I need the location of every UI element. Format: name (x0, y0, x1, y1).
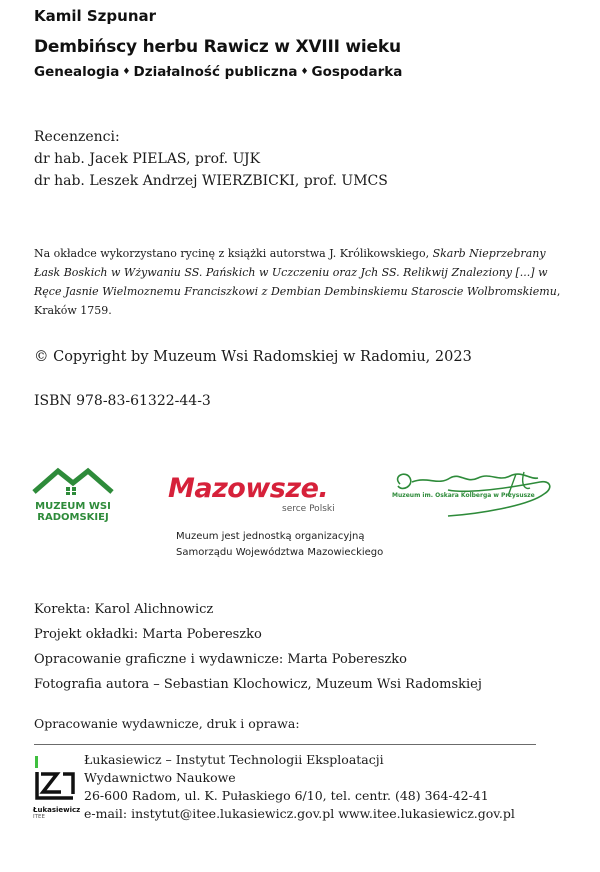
subtitle-part: Genealogia (34, 64, 120, 80)
credit-line: Projekt okładki: Marta Pobereszko (34, 627, 262, 642)
printer-line: Łukasiewicz – Instytut Technologii Eksploatacji (84, 752, 384, 767)
credit-line: Korekta: Karol Alichnowicz (34, 602, 214, 617)
mazowsze-logo (168, 474, 344, 514)
kolberg-logo-caption: Muzeum im. Oskara Kolberga w Przysusze (392, 492, 535, 499)
cover-illustration-note: Na okładce wykorzystano rycinę z książki autorstwa J. Królikowskiego, Skarb Nieprzebrany Łask Boskich w Wżywaniu SS. Pańskich w Uczczeniu oraz Jch SS. Relikwij Znaleziony [...] w Ręce Jasnie Wielmoznemu Franciszkowi z Dembian Dembinskiemu Staroscie Wolbromskiemu, Kraków 1759. (34, 247, 561, 317)
museum-organization-note: Muzeum jest jednostką organizacyjną Samorządu Województwa Mazowieckiego (176, 531, 384, 558)
author-name: Kamil Szpunar (34, 7, 157, 25)
copyright-line: © Copyright by Muzeum Wsi Radomskiej w Radomiu, 2023 (34, 349, 472, 365)
printer-line: 26-600 Radom, ul. K. Pułaskiego 6/10, tel. centr. (48) 364-42-41 (84, 788, 489, 803)
reviewer-name: dr hab. Jacek PIELAS, prof. UJK (34, 151, 261, 167)
subtitle-part: Działalność publiczna (133, 64, 298, 80)
printer-line: e-mail: instytut@itee.lukasiewicz.gov.pl www.itee.lukasiewicz.gov.pl (84, 806, 515, 821)
subtitle-part: Gospodarka (311, 64, 403, 80)
diamond-separator-icon: ♦ (122, 67, 131, 77)
credit-line: Opracowanie graficzne i wydawnicze: Marta Pobereszko (34, 652, 407, 667)
reviewer-name: dr hab. Leszek Andrzej WIERZBICKI, prof. UMCS (34, 173, 388, 189)
diamond-separator-icon: ♦ (300, 67, 309, 77)
lukasiewicz-logo (33, 754, 81, 820)
muzeum-logo-line: RADOMSKIEJ (37, 512, 109, 523)
printer-line: Wydawnictwo Naukowe (84, 770, 236, 785)
lukasiewicz-mark-icon (33, 754, 77, 802)
lukasiewicz-logo-sub: ITEE (33, 814, 45, 820)
isbn: ISBN 978-83-61322-44-3 (34, 393, 211, 409)
credit-line: Fotografia autora – Sebastian Klochowicz, Muzeum Wsi Radomskiej (34, 677, 482, 692)
muzeum-kolberga-logo (388, 466, 560, 526)
lukasiewicz-logo-text: Łukasiewicz (33, 806, 81, 814)
book-subtitle (34, 64, 402, 80)
divider (34, 744, 536, 745)
book-title: Dembińscy herbu Rawicz w XVIII wieku (34, 37, 401, 57)
mazowsze-tagline: serce Polski (282, 504, 335, 514)
source-book-title: Skarb Nieprzebrany Łask Boskich w Wżywaniu SS. Pańskich w Uczczeniu oraz Jch SS. Relikwij Znaleziony [...] w Ręce Jasnie Wielmoznemu Franciszkowi z Dembian Dembinskiemu Staroscie Wolbromskiemu (34, 247, 557, 298)
roof-icon (30, 466, 116, 496)
printer-label: Opracowanie wydawnicze, druk i oprawa: (34, 716, 300, 731)
muzeum-logo-line: MUZEUM WSI (35, 501, 111, 512)
muzeum-wsi-radomskiej-logo (30, 466, 116, 522)
mazowsze-logo-text: Mazowsze. (168, 473, 329, 504)
reviewers-heading: Recenzenci: (34, 129, 120, 145)
